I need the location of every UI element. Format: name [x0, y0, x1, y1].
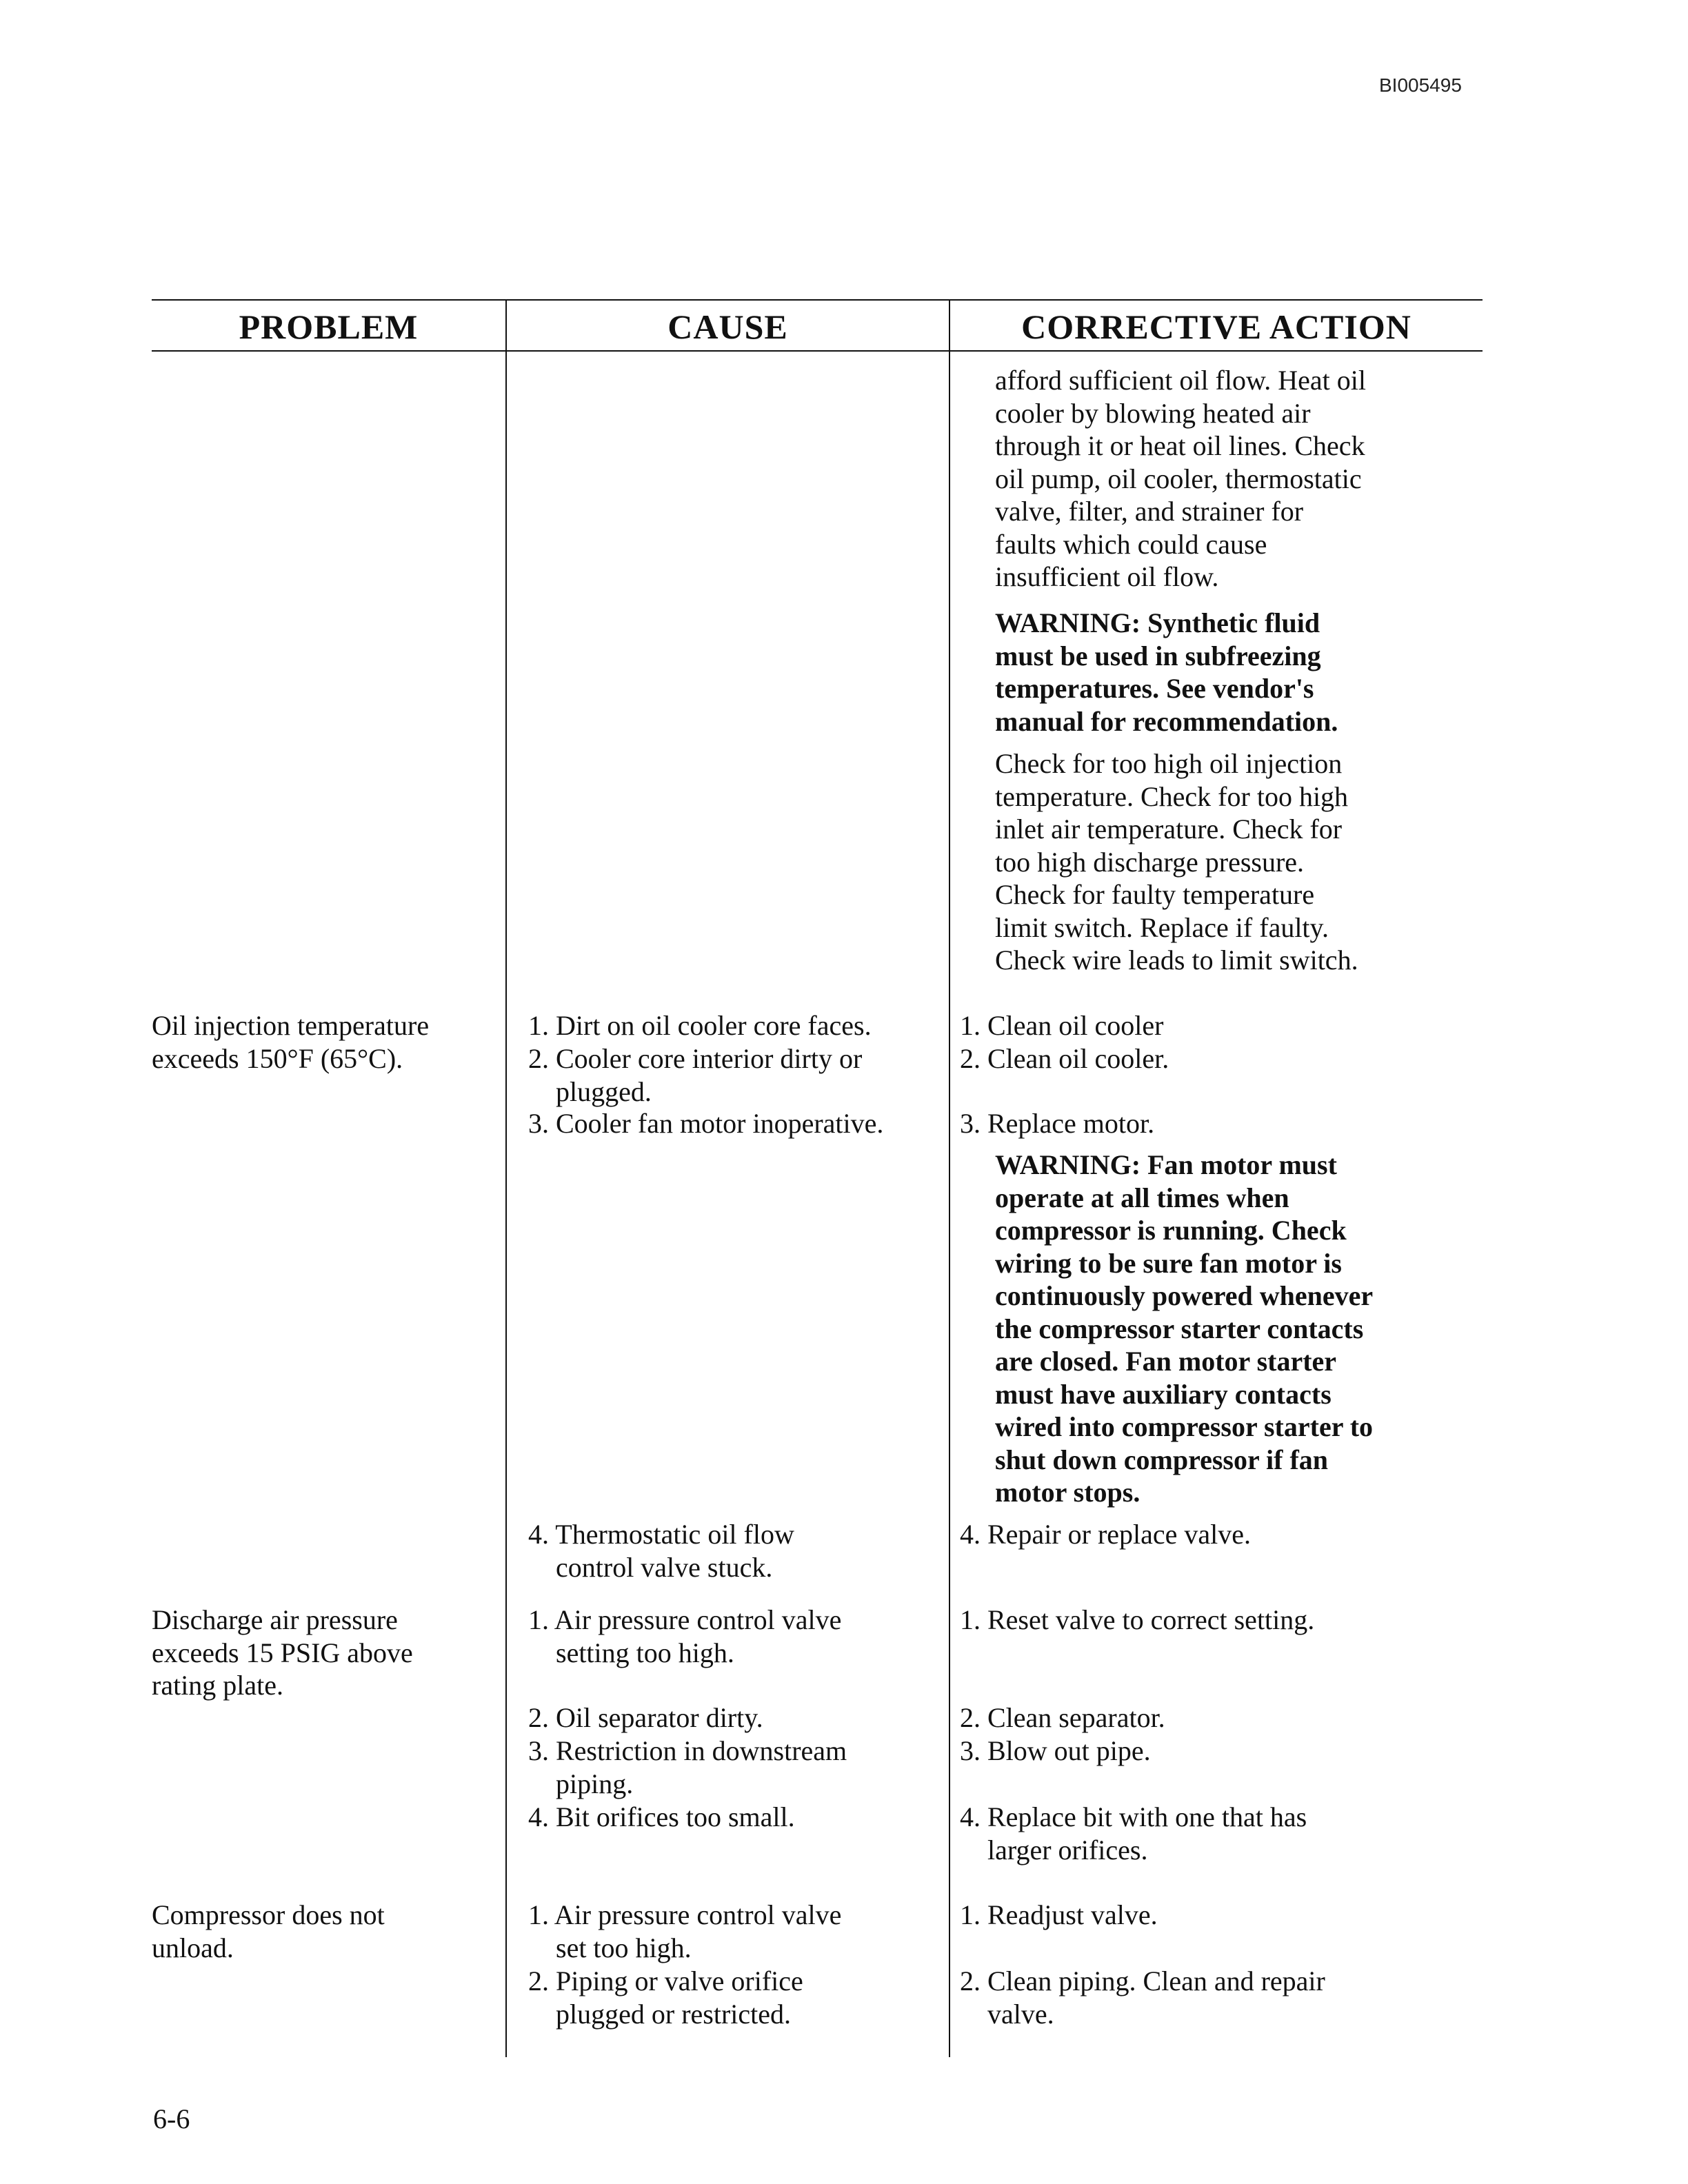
row2-problem: Discharge air pressure exceeds 15 PSIG above rating plate. — [152, 1604, 413, 1701]
row1-cause-1: 1. Dirt on oil cooler core faces. — [528, 1010, 872, 1041]
row1-cause-3: 3. Cooler fan motor inoperative. — [528, 1108, 884, 1139]
row1-cause-4: 4. Thermostatic oil flow control valve stuck. — [528, 1519, 794, 1583]
row1-action-1: 1. Clean oil cooler — [960, 1010, 1164, 1041]
table-header-rule — [152, 350, 1483, 352]
row2-cause-3: 3. Restriction in downstream piping. — [528, 1735, 847, 1799]
header-cause: CAUSE — [667, 307, 788, 346]
document-id: BI005495 — [1379, 74, 1462, 96]
row1-action-3: 3. Replace motor. — [960, 1108, 1155, 1139]
row2-action-3: 3. Blow out pipe. — [960, 1735, 1151, 1766]
row3-cause-2: 2. Piping or valve orifice plugged or restricted. — [528, 1965, 803, 2030]
row1-action-2: 2. Clean oil cooler. — [960, 1043, 1169, 1074]
header-corrective-action: CORRECTIVE ACTION — [1021, 307, 1411, 346]
row1-action-4: 4. Repair or replace valve. — [960, 1519, 1252, 1550]
header-problem: PROBLEM — [239, 307, 419, 346]
row2-cause-1: 1. Air pressure control valve setting too high. — [528, 1604, 842, 1668]
column-divider-2 — [949, 299, 950, 2057]
row3-action-2: 2. Clean piping. Clean and repair valve. — [960, 1965, 1325, 2030]
row1-problem: Oil injection temperature exceeds 150°F (65°C). — [152, 1010, 430, 1074]
row2-action-2: 2. Clean separator. — [960, 1702, 1165, 1733]
row3-problem: Compressor does not unload. — [152, 1899, 385, 1963]
page-number: 6-6 — [153, 2103, 190, 2134]
continued-action-text-2: Check for too high oil injection temperature. Check for too high inlet air temperature. Check for too high discharge pressure. Check for faulty temperature limit switch. Replace if faulty. Check wire leads to limit switch. — [995, 748, 1358, 975]
row1-cause-2: 2. Cooler core interior dirty or plugged. — [528, 1043, 863, 1107]
row1-warning: WARNING: Fan motor must operate at all times when compressor is running. Check wiring to be sure fan motor is continuously powered whenever the compressor starter contacts are closed. Fan motor starter must have auxiliary contacts wired into compressor starter to shut down compressor if fan motor stops. — [995, 1149, 1374, 1508]
table-top-rule — [152, 299, 1483, 301]
row3-action-1: 1. Readjust valve. — [960, 1899, 1158, 1930]
row3-cause-1: 1. Air pressure control valve set too high. — [528, 1899, 842, 1963]
row2-cause-4: 4. Bit orifices too small. — [528, 1801, 795, 1832]
row2-cause-2: 2. Oil separator dirty. — [528, 1702, 763, 1733]
continued-action-text: afford sufficient oil flow. Heat oil cooler by blowing heated air through it or heat oil lines. Check oil pump, oil cooler, thermostatic valve, filter, and strainer for faults which could cause insufficient oil flow. — [995, 365, 1367, 592]
row2-action-1: 1. Reset valve to correct setting. — [960, 1604, 1315, 1635]
row2-action-4: 4. Replace bit with one that has larger orifices. — [960, 1801, 1307, 1866]
column-divider-1 — [505, 299, 507, 2057]
continued-warning: WARNING: Synthetic fluid must be used in subfreezing temperatures. See vendor's manual for recommendation. — [995, 607, 1338, 737]
